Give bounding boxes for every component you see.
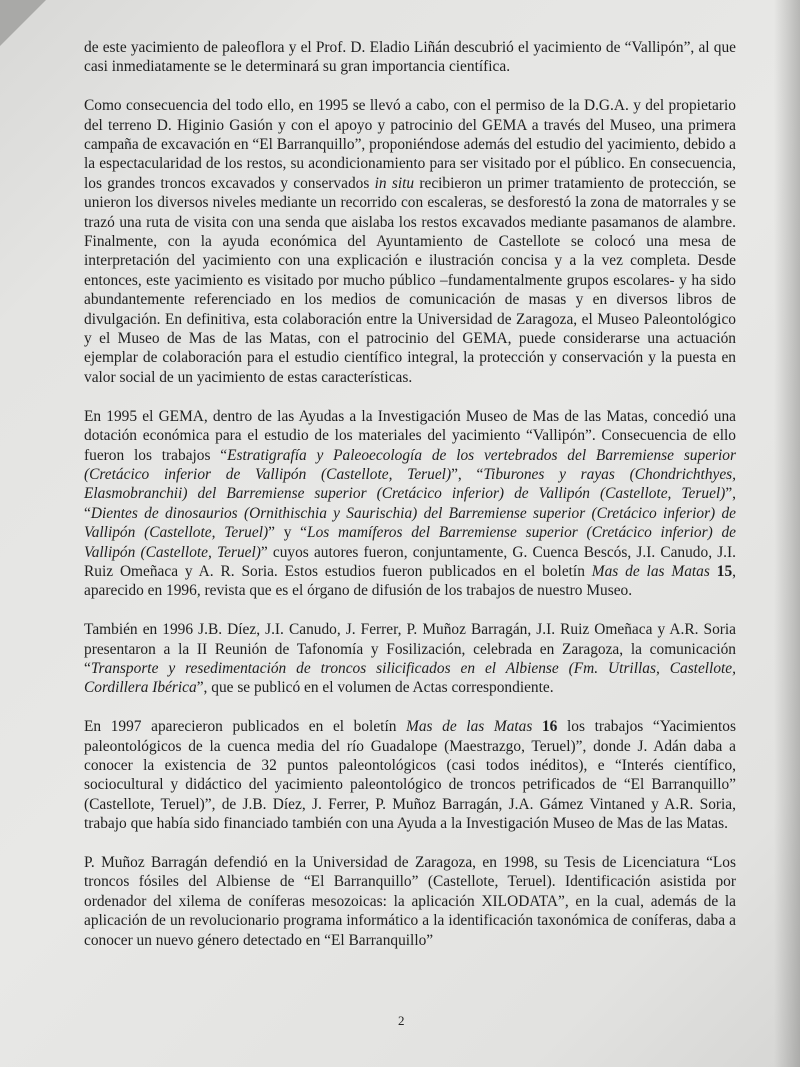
page-corner-fold [0,0,46,46]
bold-text: 16 [541,718,558,736]
paragraph [84,407,736,601]
text-run: ”, “ [84,485,736,522]
paragraph [84,853,736,950]
italic-text: Mas de las Matas [406,718,533,736]
italic-text: Transporte y resedimentación de troncos silicificados en el Albiense (Fm. Utrillas, Castellote, Cordillera Ibérica [84,659,736,697]
page-number: 2 [398,1013,405,1028]
italic-text: Los mamíferos del Barremiense superior (Cretácico inferior) de Vallipón (Castellote, Teruel) [84,524,736,561]
paragraph [84,38,736,77]
text-run: los trabajos “Yacimientos paleontológicos de la cuenca media del río Guadalope (Maestrazgo, Teruel)”, donde J. Adán daba a conocer la existencia de 32 puntos paleontológicos (casi todos inéditos), e “Interés científico, sociocultural y didáctico del yacimiento paleontológico de troncos petrificados de “El Barranquillo” (Castellote, Teruel)”, de J.B. Díez, J. Ferrer, P. Muñoz Barragán, J.A. Gámez Vintaned y A.R. Soria, trabajo que había sido financiado también con una Ayuda a la Investigación Museo de Mas de las Matas. [84,718,736,833]
text-run: P. Muñoz Barragán defendió en la Universidad de Zaragoza, en 1998, su Tesis de Licenciatura “Los troncos fósiles del Albiense de “El Barranquillo” (Castellote, Teruel). Identificación asistida por ordenador del xilema de coníferas mesozoicas: la aplicación XILODATA”, en la cual, además de la aplicación de un revolucionario programa informático a la identificación taxonómica de coníferas, daba a conocer un nuevo género detectado en “El Barranquillo” [84,853,736,949]
paragraph [84,96,736,387]
page-edge-shadow [774,0,800,1067]
paragraph [84,620,736,698]
bold-text: 15 [716,562,733,580]
text-run: de este yacimiento de paleoflora y el Prof. D. Eladio Liñán descubrió el yacimiento de “Vallipón”, al que casi inmediatamente se le determinará su gran importancia científica. [84,39,736,76]
text-run: ”, “ [451,465,484,483]
text-run: ” y “ [268,524,308,542]
text-run: En 1997 aparecieron publicados en el boletín [84,718,407,736]
italic-text: Estratigrafía y Paleoecología de los vertebrados del Barremiense superior (Cretácico inferior de Vallipón (Castellote, Teruel) [84,446,736,483]
text-run: ” cuyos autores fueron, conjuntamente, G. Cuenca Bescós, J.I. Canudo, J.I. Ruiz Omeñaca y A. R. Soria. Estos estudios fueron publicados en el boletín [84,543,737,580]
document-body [84,38,736,969]
italic-text: Dientes de dinosaurios (Ornithischia y Saurischia) del Barremiense superior (Cretácico inferior) de Vallipón (Castellote, Teruel) [84,504,736,542]
italic-text: Tiburones y rayas (Chondrichthyes, Elasmobranchii) del Barremiense superior (Cretácico inferior) de Vallipón (Castellote, Teruel) [84,465,737,503]
text-run: ”, que se publicó en el volumen de Actas correspondiente. [196,679,554,697]
text-run: En 1995 el GEMA, dentro de las Ayudas a la Investigación Museo de Mas de las Matas, concedió una dotación económica para el estudio de los materiales del yacimiento “Vallipón”. Consecuencia de ello fueron los trabajos “ [84,407,736,464]
text-run [532,718,542,735]
italic-text: in situ [374,174,415,192]
text-run: También en 1996 J.B. Díez, J.I. Canudo, J. Ferrer, P. Muñoz Barragán, J.I. Ruiz Omeñaca y A.R. Soria presentaron a la II Reunión de Tafonomía y Fosilización, celebrada en Zaragoza, la comunicación “ [84,621,736,677]
text-run: Como consecuencia del todo ello, en 1995 se llevó a cabo, con el permiso de la D.G.A. y del propietario del terreno D. Higinio Gasión y con el apoyo y patrocinio del GEMA a través del Museo, una primera campaña de excavación en “El Barranquillo”, proponiéndose además del estudio del yacimiento, debido a la espectacularidad de los restos, su acondicionamiento para ser visitado por el público. En consecuencia, los grandes troncos excavados y conservados [84,97,736,192]
text-run [710,563,717,580]
italic-text: Mas de las Matas [591,562,710,580]
paragraph [84,717,736,833]
text-run: recibieron un primer tratamiento de protección, se unieron los diversos niveles mediante un recorrido con escaleras, se desforestó la zona de matorrales y se trazó una ruta de visita con una senda que aislaba los restos excavados mediante pasamanos de alambre. Finalmente, con la ayuda económica del Ayuntamiento de Castellote se colocó una mesa de interpretación del yacimiento con una explicación e ilustración concisa y a la vez completa. Desde entonces, este yacimiento es visitado por mucho público –fundamentalmente grupos escolares- y ha sido abundantemente referenciado en los medios de comunicación de masas y en diversos libros de divulgación. En definitiva, esta colaboración entre la Universidad de Zaragoza, el Museo Paleontológico y el Museo de Mas de las Matas, con el patrocinio del GEMA, puede considerarse una actuación ejemplar de colaboración para el estudio científico integral, la protección y conservación y la puesta en valor social de un yacimiento de estas características. [84,174,736,386]
text-run: , aparecido en 1996, revista que es el órgano de difusión de los trabajos de nuestro Museo. [84,562,736,600]
